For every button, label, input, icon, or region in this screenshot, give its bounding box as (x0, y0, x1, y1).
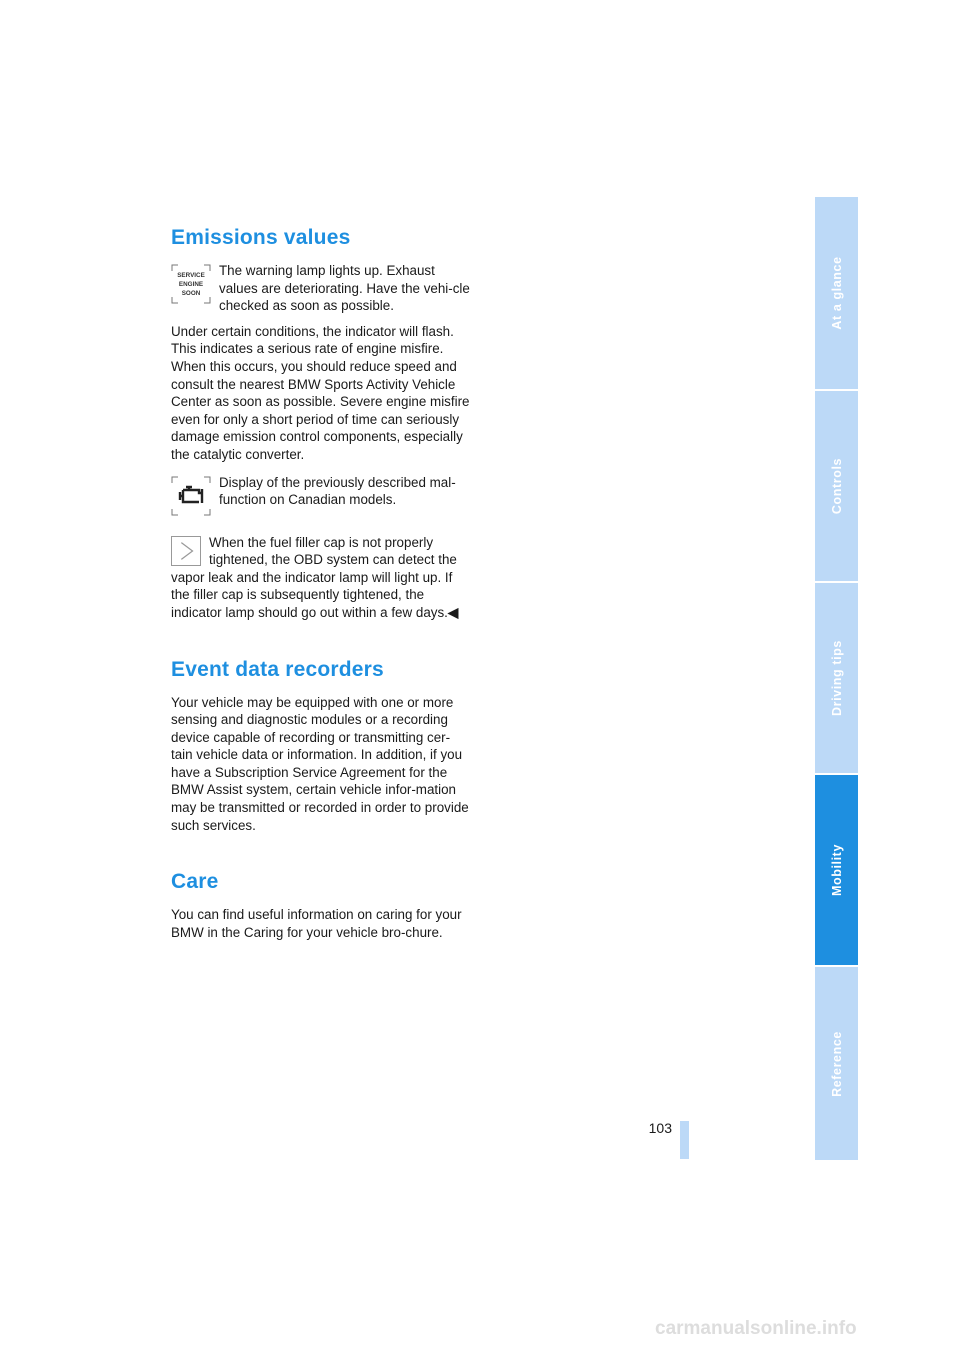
chapter-sidebar (815, 197, 858, 1160)
service-icon-line-1: SERVICE (177, 272, 205, 279)
service-engine-row (171, 262, 471, 315)
note-block (171, 534, 471, 622)
heading-event-data-recorders: Event data recorders (171, 657, 384, 681)
service-engine-soon-icon (171, 264, 211, 304)
service-icon-line-2: ENGINE (178, 281, 204, 288)
page-number: 103 (648, 1120, 672, 1136)
tab-driving-tips[interactable]: Driving tips (815, 583, 858, 775)
footer-watermark: carmanualsonline.info (655, 1318, 857, 1339)
care-paragraph: You can find useful information on caring for your BMW in the Caring for your vehicle bro-chure. (171, 907, 462, 940)
tab-controls[interactable]: Controls (815, 391, 858, 583)
tab-reference[interactable]: Reference (815, 967, 858, 1160)
tab-mobility[interactable]: Mobility (815, 775, 858, 967)
note-text: When the fuel filler cap is not properly tightened, the OBD system can detect the vapor leak and the indicator lamp will light up. If the filler cap is subsequently tightened, the indicator lamp should go out within a few days.◀ (171, 534, 459, 620)
page-number-bar (680, 1121, 689, 1159)
canada-row (171, 474, 471, 526)
canada-text: Display of the previously described mal-function on Canadian models. (219, 474, 456, 508)
misfire-paragraph: Under certain conditions, the indicator will flash. This indicates a serious rate of engine misfire. When this occurs, you should reduce speed and consult the nearest BMW Sports Activity Vehicle Center as soon as possible. Severe engine misfire even for only a short period of time can seriously damage emission control components, especially the catalytic converter. (171, 323, 470, 462)
page-content (171, 226, 471, 951)
note-end-marker: ◀ (447, 604, 459, 620)
heading-care: Care (171, 870, 219, 894)
warning-lamp-text: The warning lamp lights up. Exhaust values are deteriorating. Have the vehi-cle checked as soon as possible. (219, 263, 470, 314)
tab-at-a-glance[interactable]: At a glance (815, 197, 858, 391)
service-icon-line-3: SOON (181, 290, 201, 297)
recorders-paragraph: Your vehicle may be equipped with one or more sensing and diagnostic modules or a recording device capable of recording or transmitting cer-tain vehicle data or information. In addition, if you have a Subscription Service Agreement for the BMW Assist system, certain vehicle infor-mation may be transmitted or recorded in order to provide such services. (171, 694, 469, 833)
check-engine-icon (171, 476, 211, 516)
heading-emissions: Emissions values (171, 226, 351, 249)
note-triangle-icon (171, 536, 201, 566)
